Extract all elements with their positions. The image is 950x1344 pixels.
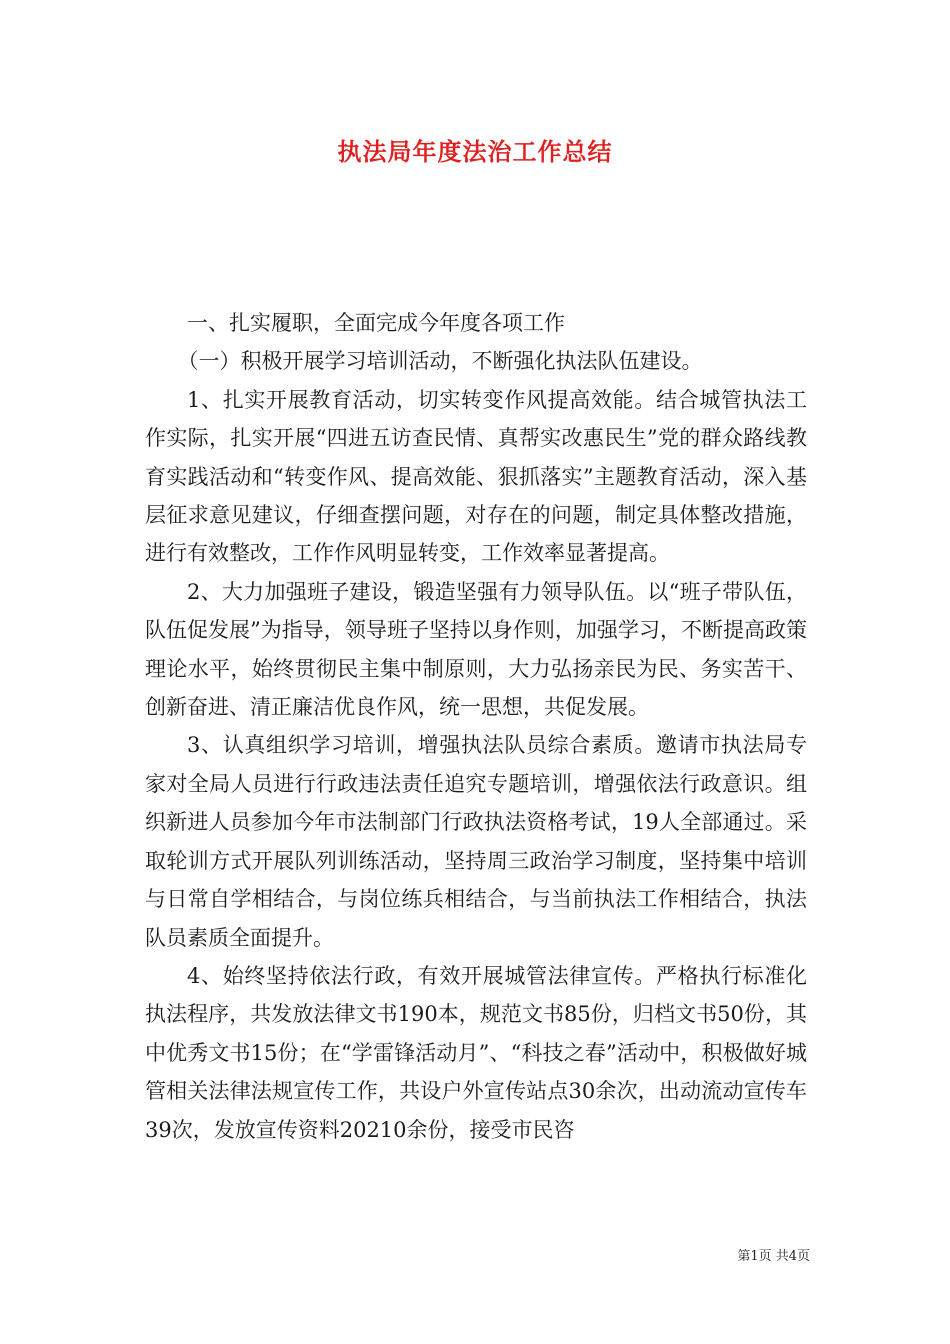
page-number: 第1页 共4页 <box>737 1249 810 1264</box>
paragraph-2: 2、大力加强班子建设，锻造坚强有力领导队伍。以“班子带队伍，队伍促发展”为指导，领导班子坚持以身作则，加强学习，不断提高政策理论水平，始终贯彻民主集中制原则，大力弘扬亲民为民、务实苦干、创新奋进、清正廉洁优良作风，统一思想，共促发展。 <box>145 579 807 720</box>
document-body <box>145 304 807 1149</box>
paragraph-1: 1、扎实开展教育活动，切实转变作风提高效能。结合城管执法工作实际，扎实开展“四进五访查民情、真帮实改惠民生”党的群众路线教育实践活动和“转变作风、提高效能、狠抓落实”主题教育活动，深入基层征求意见建议，仔细查摆问题，对存在的问题，制定具体整改措施，进行有效整改，工作作风明显转变，工作效率显著提高。 <box>145 387 807 566</box>
document-title: 执法局年度法治工作总结 <box>337 137 613 166</box>
subsection-heading: （一）积极开展学习培训活动，不断强化执法队伍建设。 <box>177 349 703 374</box>
paragraph-3: 3、认真组织学习培训，增强执法队员综合素质。邀请市执法局专家对全局人员进行行政违法责任追究专题培训，增强依法行政意识。组织新进人员参加今年市法制部门行政执法资格考试，19人全部通过。采取轮训方式开展队列训练活动，坚持周三政治学习制度，坚持集中培训与日常自学相结合，与岗位练兵相结合，与当前执法工作相结合，执法队员素质全面提升。 <box>145 733 807 950</box>
section-heading: 一、扎实履职，全面完成今年度各项工作 <box>187 311 565 335</box>
paragraph-4: 4、始终坚持依法行政，有效开展城管法律宣传。严格执行标准化执法程序，共发放法律文书190本，规范文书85份，归档文书50份，其中优秀文书15份；在“学雷锋活动月”、“科技之春”活动中，积极做好城管相关法律法规宣传工作，共设户外宣传站点30余次，出动流动宣传车39次，发放宣传资料20210余份，接受市民咨 <box>145 963 807 1142</box>
